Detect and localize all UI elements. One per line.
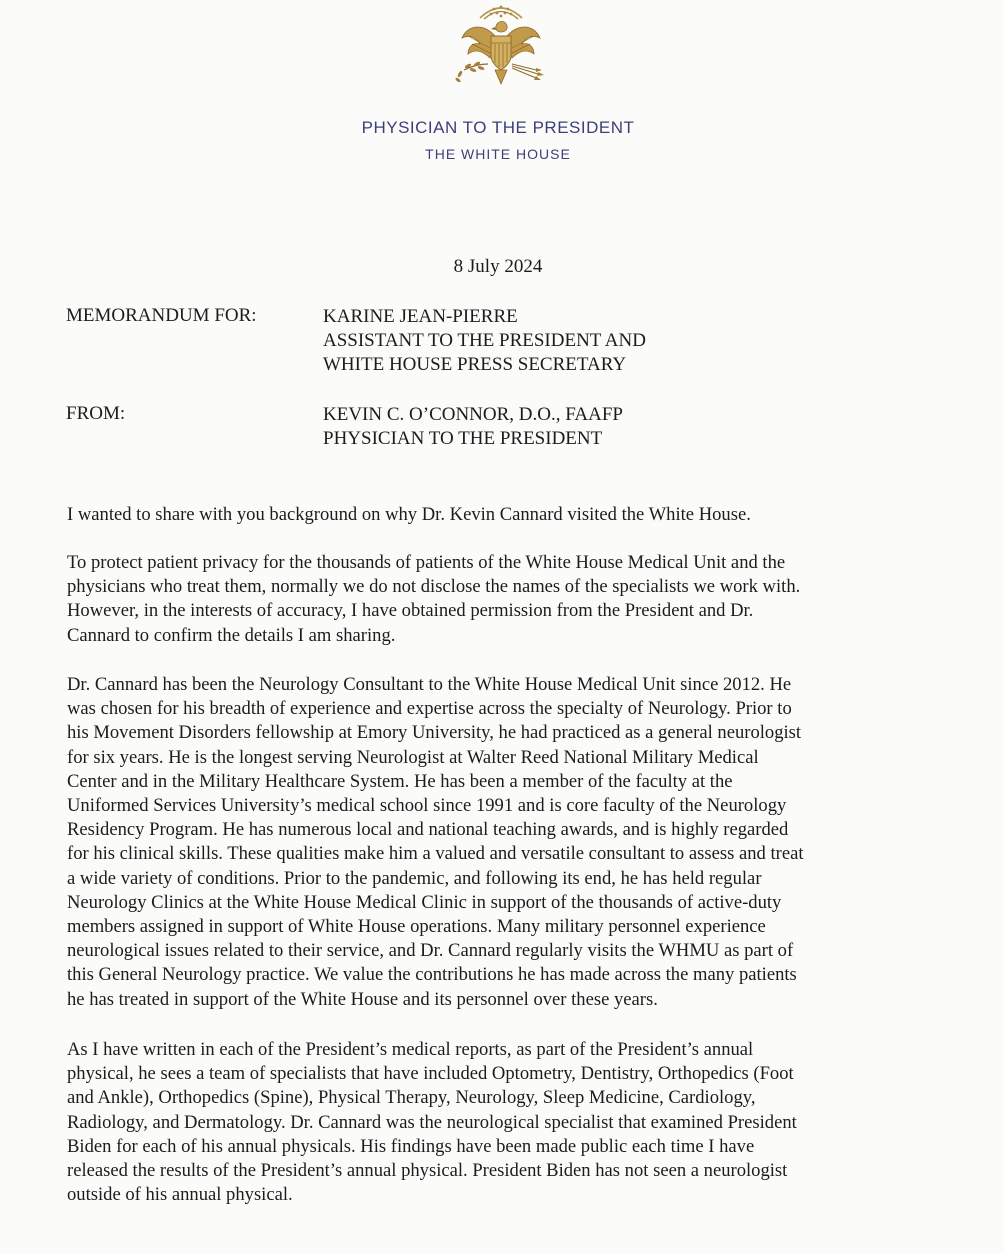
text-line: Center and in the Military Healthcare System. He has been a member of the faculty at the — [67, 770, 733, 792]
text-line: members assigned in support of White House operations. Many military personnel experience — [67, 916, 766, 938]
text-line: was chosen for his breadth of experience and expertise across the specialty of Neurology. Prior to — [67, 698, 792, 720]
text-line: a wide variety of conditions. Prior to the pandemic, and following its end, he has held regular — [67, 867, 762, 889]
paragraph-physicals — [67, 1038, 797, 1207]
text-line: this General Neurology practice. We value the contributions he has made across the many patients — [67, 964, 797, 986]
text-line: As I have written in each of the President’s medical reports, as part of the President’s annual — [67, 1039, 754, 1060]
text-line: Cannard to confirm the details I am sharing. — [67, 624, 396, 646]
presidential-seal-icon — [446, 0, 556, 98]
memo-from-label: FROM: — [66, 403, 126, 424]
paragraph-intro — [67, 503, 751, 527]
text-line: Neurology Clinics at the White House Medical Clinic in support of the thousands of active-duty — [67, 891, 782, 913]
sender-line: PHYSICIAN TO THE PRESIDENT — [323, 428, 603, 449]
text-line: he has treated in support of the White House and its personnel over these years. — [67, 988, 658, 1010]
memo-date: 8 July 2024 — [453, 256, 543, 277]
text-line: his Movement Disorders fellowship at Emory University, he had practiced as a general neurologist — [67, 722, 802, 744]
text-line: for his clinical skills. These qualities make him a valued and versatile consultant to assess and treat — [67, 843, 804, 865]
text-line: Uniformed Services University’s medical school since 1991 and is core faculty of the Neurology — [67, 795, 787, 817]
text-line: released the results of the President’s annual physical. President Biden has not seen a neurologist — [67, 1160, 788, 1182]
memo-for-recipient — [323, 305, 646, 377]
text-line: Biden for each of his annual physicals. His findings have been made public each time I have — [67, 1135, 755, 1157]
text-line: Residency Program. He has numerous local and national teaching awards, and is highly regarded — [67, 819, 789, 841]
text-line: and Ankle), Orthopedics (Spine), Physical Therapy, Neurology, Sleep Medicine, Cardiology, — [67, 1087, 756, 1109]
recipient-line: KARINE JEAN-PIERRE — [323, 306, 518, 327]
office-title: PHYSICIAN TO THE PRESIDENT — [361, 118, 635, 137]
text-line: I wanted to share with you background on why Dr. Kevin Cannard visited the White House. — [67, 504, 751, 525]
text-line: outside of his annual physical. — [67, 1184, 293, 1206]
text-line: However, in the interests of accuracy, I have obtained permission from the President and Dr. — [67, 600, 754, 622]
text-line: physical, he sees a team of specialists that have included Optometry, Dentistry, Orthopedics (Foot — [67, 1063, 794, 1085]
text-line: neurological issues related to their service, and Dr. Cannard regularly visits the WHMU as part of — [67, 940, 794, 962]
office-subtitle: THE WHITE HOUSE — [425, 146, 571, 162]
text-line: To protect patient privacy for the thousands of patients of the White House Medical Unit and the — [67, 552, 786, 573]
paragraph-privacy — [67, 551, 800, 648]
text-line: physicians who treat them, normally we do not disclose the names of the specialists we work with. — [67, 576, 801, 598]
sender-line: KEVIN C. O’CONNOR, D.O., FAAFP — [323, 404, 623, 425]
text-line: Radiology, and Dermatology. Dr. Cannard was the neurological specialist that examined President — [67, 1111, 797, 1133]
memo-for-label: MEMORANDUM FOR: — [66, 305, 257, 326]
memo-from-sender — [323, 403, 623, 451]
text-line: for six years. He is the longest serving Neurologist at Walter Reed National Military Medical — [67, 746, 759, 768]
paragraph-background — [67, 673, 804, 1012]
recipient-line: WHITE HOUSE PRESS SECRETARY — [323, 354, 627, 375]
recipient-line: ASSISTANT TO THE PRESIDENT AND — [323, 330, 646, 351]
text-line: Dr. Cannard has been the Neurology Consultant to the White House Medical Unit since 2012. He — [67, 674, 792, 695]
